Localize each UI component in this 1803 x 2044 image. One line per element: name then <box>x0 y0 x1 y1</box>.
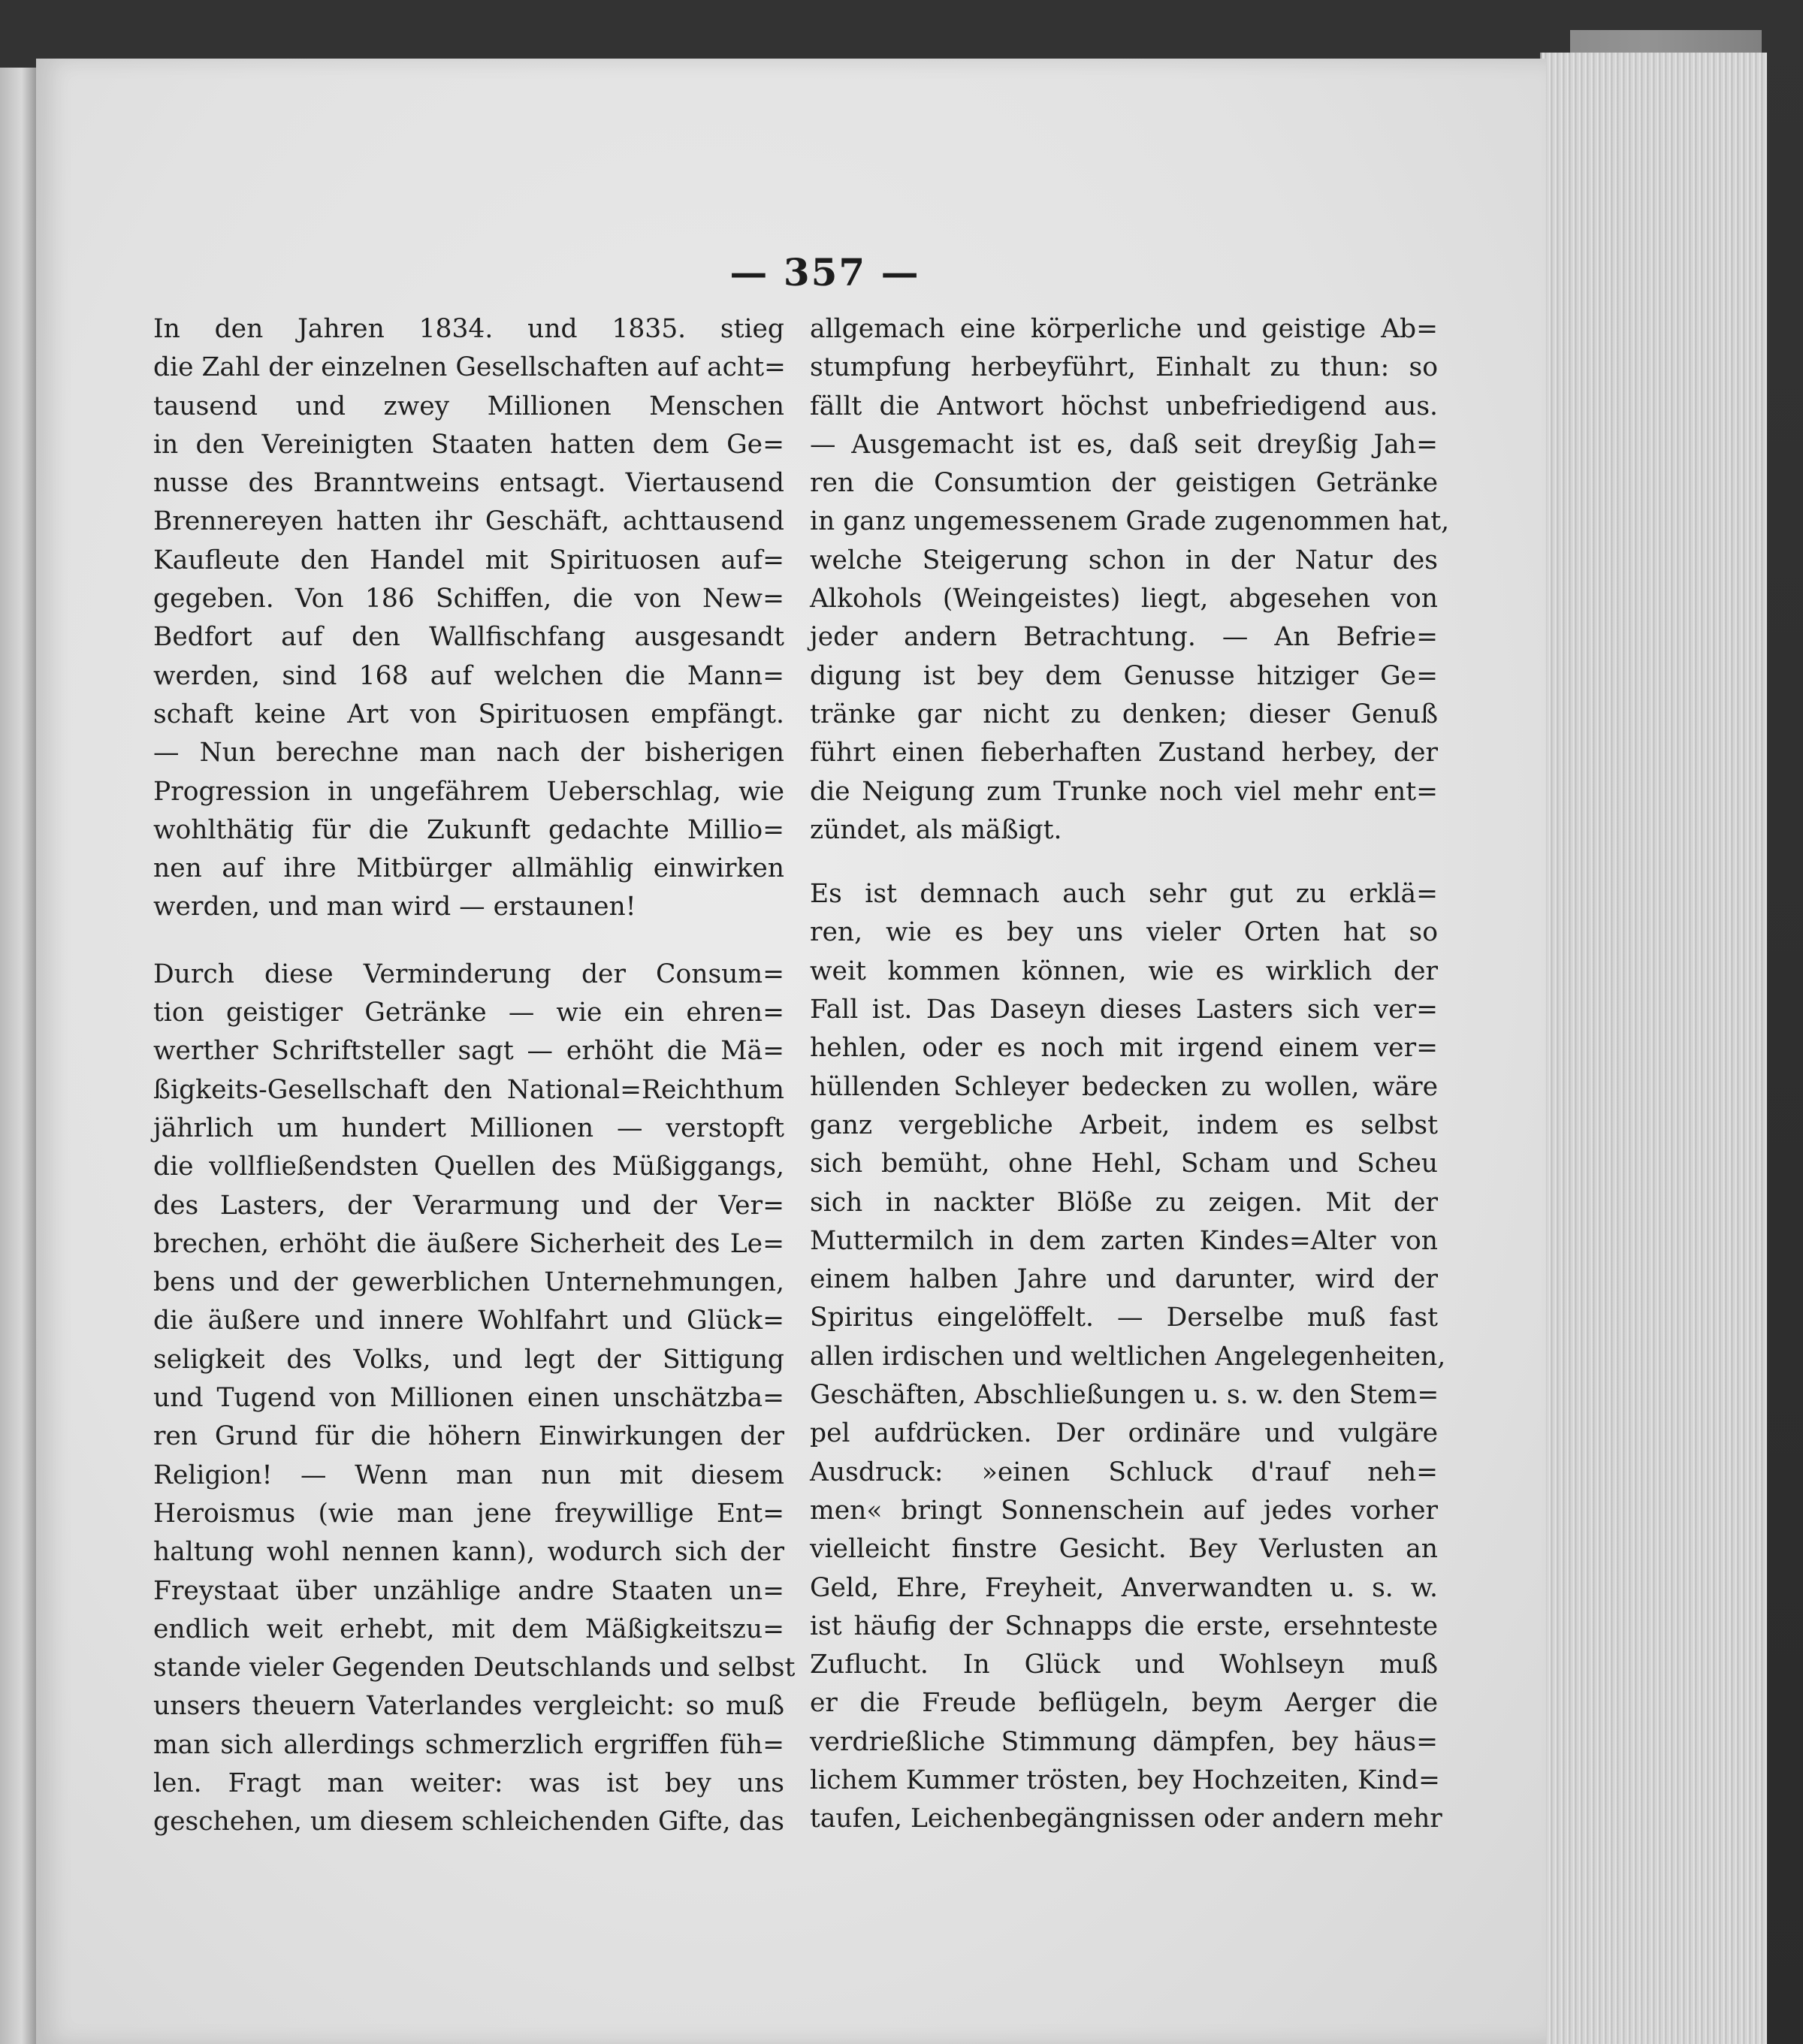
text-line: Heroismus (wie man jene freywillige Ent= <box>153 1498 784 1529</box>
text-line: hehlen, oder es noch mit irgend einem ver= <box>810 1033 1438 1064</box>
text-line: Es ist demnach auch sehr gut zu erklä= <box>810 879 1438 910</box>
right-paragraph-1 <box>810 310 1450 850</box>
text-line: Spiritus eingelöffelt. — Derselbe muß fast <box>810 1303 1438 1333</box>
text-line: ßigkeits-Gesellschaft den National=Reichthum <box>153 1074 784 1105</box>
text-line: die Neigung zum Trunke noch viel mehr ent= <box>810 776 1438 807</box>
book-page <box>36 59 1546 2044</box>
text-line: jährlich um hundert Millionen — verstopft <box>153 1113 784 1143</box>
text-line: len. Fragt man weiter: was ist bey uns <box>153 1768 784 1798</box>
text-line: Geschäften, Abschließungen u. s. w. den Stem= <box>810 1380 1439 1411</box>
text-line: wohlthätig für die Zukunft gedachte Millio= <box>153 814 784 845</box>
text-line: tausend und zwey Millionen Menschen <box>153 391 784 421</box>
text-line: bens und der gewerblichen Unternehmungen, <box>153 1267 784 1298</box>
left-page-edge <box>0 68 36 2044</box>
text-line: hüllenden Schleyer bedecken zu wollen, wäre <box>810 1071 1438 1102</box>
text-line: Zuflucht. In Glück und Wohlseyn muß <box>810 1650 1438 1680</box>
text-line: digung ist bey dem Genusse hitziger Ge= <box>810 660 1438 691</box>
text-line: haltung wohl nennen kann), wodurch sich der <box>153 1537 784 1568</box>
text-line: schaft keine Art von Spirituosen empfängt. <box>153 699 784 729</box>
text-line: gegeben. Von 186 Schiffen, die von New= <box>153 584 784 614</box>
text-line: nen auf ihre Mitbürger allmählig einwirken <box>153 853 784 884</box>
text-line: sich in nackter Blöße zu zeigen. Mit der <box>810 1187 1438 1218</box>
text-line: Bedfort auf den Wallfischfang ausgesandt <box>153 622 784 653</box>
text-line: werden, und man wird — erstaunen! <box>153 892 636 922</box>
text-line: tränke gar nicht zu denken; dieser Genuß <box>810 699 1438 729</box>
text-line: Brennereyen hatten ihr Geschäft, achttausend <box>153 506 784 537</box>
left-column <box>153 310 796 1842</box>
text-line: in ganz ungemessenem Grade zugenommen hat, <box>810 506 1450 537</box>
text-line: die Zahl der einzelnen Gesellschaften auf acht= <box>153 352 786 383</box>
text-line: geschehen, um diesem schleichenden Gifte, das <box>153 1807 784 1837</box>
text-line: In den Jahren 1834. und 1835. stieg <box>153 314 784 344</box>
text-line: ren, wie es bey uns vieler Orten hat so <box>810 917 1438 948</box>
text-line: ren Grund für die höhern Einwirkungen der <box>153 1421 784 1452</box>
text-line: verdrießliche Stimmung dämpfen, bey häus= <box>810 1726 1438 1757</box>
text-line: fällt die Antwort höchst unbefriedigend aus. <box>810 391 1438 421</box>
text-line: Freystaat über unzählige andre Staaten un= <box>153 1575 784 1606</box>
text-line: werden, sind 168 auf welchen die Mann= <box>153 660 784 691</box>
text-line: stande vieler Gegenden Deutschlands und selbst <box>153 1653 796 1683</box>
text-line: seligkeit des Volks, und legt der Sittigung <box>153 1344 784 1375</box>
text-line: einem halben Jahre und darunter, wird der <box>810 1264 1438 1295</box>
text-line: und Tugend von Millionen einen unschätzba= <box>153 1383 784 1414</box>
text-line: unsers theuern Vaterlandes vergleicht: so muß <box>153 1691 784 1722</box>
text-line: in den Vereinigten Staaten hatten dem Ge= <box>153 429 784 460</box>
text-line: — Nun berechne man nach der bisherigen <box>153 738 784 768</box>
text-line: pel aufdrücken. Der ordinäre und vulgäre <box>810 1418 1438 1449</box>
text-line: Geld, Ehre, Freyheit, Anverwandten u. s. w. <box>810 1572 1438 1603</box>
text-line: Alkohols (Weingeistes) liegt, abgesehen von <box>810 584 1438 614</box>
left-paragraph-2 <box>153 956 796 1842</box>
text-line: Religion! — Wenn man nun mit diesem <box>153 1460 784 1490</box>
text-line: taufen, Leichenbegängnissen oder andern mehr <box>810 1804 1442 1834</box>
text-line: sich bemüht, ohne Hehl, Scham und Scheu <box>810 1149 1438 1179</box>
text-line: — Ausgemacht ist es, daß seit dreyßig Jah= <box>810 429 1438 460</box>
text-line: die vollfließendsten Quellen des Müßiggangs, <box>153 1152 784 1182</box>
text-line: weit kommen können, wie es wirklich der <box>810 956 1438 986</box>
paragraph-gap <box>153 927 784 956</box>
text-line: endlich weit erhebt, mit dem Mäßigkeitszu= <box>153 1614 784 1644</box>
left-paragraph-1 <box>153 310 784 927</box>
text-line: allen irdischen und weltlichen Angelegenheiten, <box>810 1341 1446 1372</box>
text-line: jeder andern Betrachtung. — An Befrie= <box>810 622 1438 653</box>
page-number: — 357 — <box>729 250 920 294</box>
text-line: stumpfung herbeyführt, Einhalt zu thun: so <box>810 352 1438 383</box>
text-line: man sich allerdings schmerzlich ergriffen füh= <box>153 1729 784 1760</box>
text-line: führt einen fieberhaften Zustand herbey, der <box>810 738 1438 768</box>
text-line: die äußere und innere Wohlfahrt und Glück= <box>153 1306 784 1336</box>
text-line: lichem Kummer trösten, bey Hochzeiten, Kind= <box>810 1765 1440 1795</box>
text-line: Kaufleute den Handel mit Spirituosen auf= <box>153 545 784 575</box>
text-line: des Lasters, der Verarmung und der Ver= <box>153 1190 784 1221</box>
text-line: welche Steigerung schon in der Natur des <box>810 545 1438 575</box>
text-line: nusse des Branntweins entsagt. Viertausend <box>153 468 784 499</box>
text-line: Ausdruck: »einen Schluck d'rauf neh= <box>810 1457 1438 1487</box>
right-paragraph-2 <box>810 875 1446 1838</box>
text-line: allgemach eine körperliche und geistige Ab= <box>810 314 1438 344</box>
text-line: Progression in ungefährem Ueberschlag, wie <box>153 776 784 807</box>
text-line: er die Freude beflügeln, beym Aerger die <box>810 1688 1438 1719</box>
text-line: Muttermilch in dem zarten Kindes=Alter von <box>810 1225 1438 1256</box>
paragraph-gap <box>810 850 1438 875</box>
text-line: ist häufig der Schnapps die erste, ersehnteste <box>810 1611 1438 1641</box>
right-column <box>810 310 1450 1839</box>
text-line: Durch diese Verminderung der Consum= <box>153 959 784 989</box>
text-line: tion geistiger Getränke — wie ein ehren= <box>153 998 784 1028</box>
text-line: men« bringt Sonnenschein auf jedes vorher <box>810 1495 1438 1526</box>
text-line: ren die Consumtion der geistigen Getränke <box>810 468 1438 499</box>
text-line: werther Schriftsteller sagt — erhöht die Mä= <box>153 1036 784 1067</box>
text-line: brechen, erhöht die äußere Sicherheit des Le= <box>153 1228 784 1259</box>
text-line: ganz vergebliche Arbeit, indem es selbst <box>810 1110 1438 1140</box>
page-stack-edge <box>1540 53 1767 2044</box>
text-line: vielleicht finstre Gesicht. Bey Verlusten an <box>810 1534 1438 1565</box>
text-line: Fall ist. Das Daseyn dieses Lasters sich ver= <box>810 995 1438 1025</box>
text-line: zündet, als mäßigt. <box>810 814 1062 845</box>
